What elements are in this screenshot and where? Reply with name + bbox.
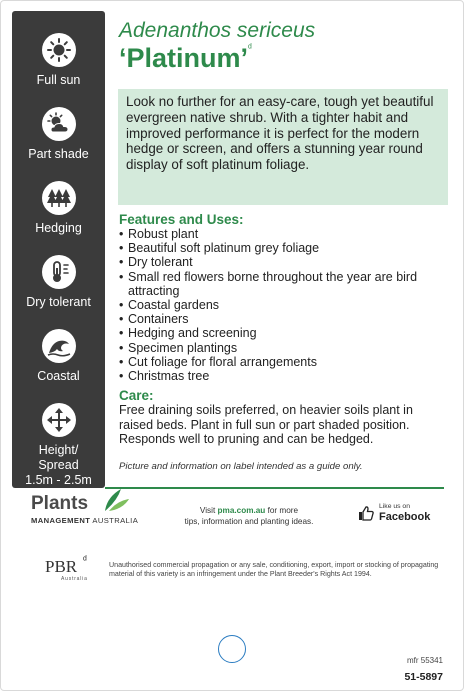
pbr-mark: ᵈ xyxy=(248,43,252,54)
cultivar-text: ‘Platinum’ xyxy=(119,43,249,73)
intro-description: Look no further for an easy-care, tough yet beautiful evergreen native shrub. With a tighter habit and improved performance it is perfect for the modern hedge or screen, and offers a stunning year round display of soft platinum foliage. xyxy=(118,89,448,205)
brand-sub-australia: AUSTRALIA xyxy=(92,516,139,525)
list-item: • Small red flowers borne throughout the year are bird attracting xyxy=(119,270,449,298)
list-item: • Cut foliage for floral arrangements xyxy=(119,355,449,369)
visit-text xyxy=(169,506,329,527)
list-item: • Containers xyxy=(119,312,449,326)
thermometer-icon xyxy=(42,255,76,289)
pbr-subtitle: Australia xyxy=(61,576,88,582)
list-item: • Hedging and screening xyxy=(119,326,449,340)
brand-subtitle xyxy=(31,516,138,525)
height-spread-value: 1.5m - 2.5m xyxy=(25,473,92,487)
facebook-link[interactable] xyxy=(358,503,431,525)
leaf-icon xyxy=(101,487,131,513)
attribute-label: Coastal xyxy=(37,369,80,383)
list-item: • Beautiful soft platinum grey foliage xyxy=(119,241,449,255)
features-list xyxy=(119,227,449,383)
sun-icon xyxy=(42,33,76,67)
attribute-label: Dry tolerant xyxy=(26,295,91,309)
care-text: Free draining soils preferred, on heavier soils plant in raised beds. Plant in full sun or part shaded position. Responds well to pruning and can be hedged. xyxy=(119,403,413,447)
visit-suffix: for more xyxy=(265,506,299,515)
wave-icon xyxy=(42,329,76,363)
attribute-label: Hedging xyxy=(35,221,82,235)
attribute-height-spread xyxy=(12,403,105,488)
divider xyxy=(105,487,444,489)
facebook-name: Facebook xyxy=(379,511,431,523)
visit-prefix: Visit xyxy=(199,506,218,515)
visit-line2: tips, information and planting ideas. xyxy=(184,516,314,526)
disclaimer: Picture and information on label intended as a guide only. xyxy=(119,461,363,472)
pma-logo xyxy=(31,493,151,531)
pbr-logo-mark: ᵈ xyxy=(83,555,87,566)
attribute-coastal xyxy=(12,329,105,384)
list-item: • Coastal gardens xyxy=(119,298,449,312)
list-item: • Specimen plantings xyxy=(119,341,449,355)
product-code: 51-5897 xyxy=(404,671,443,683)
attribute-hedging xyxy=(12,181,105,236)
attribute-full-sun xyxy=(12,33,105,88)
list-item: • Christmas tree xyxy=(119,369,449,383)
care-title: Care: xyxy=(119,388,154,403)
features-title: Features and Uses: xyxy=(119,212,244,227)
attribute-label: Full sun xyxy=(36,73,81,87)
cultivar-name xyxy=(119,43,252,74)
circle-mark xyxy=(218,635,246,663)
brand-name: Plants xyxy=(31,493,89,514)
attribute-part-shade xyxy=(12,107,105,162)
hedging-trees-icon xyxy=(42,181,76,215)
list-item: • Robust plant xyxy=(119,227,449,241)
attribute-label: Part shade xyxy=(28,147,89,161)
list-item: • Dry tolerant xyxy=(119,255,449,269)
attribute-sidebar xyxy=(12,11,105,488)
thumbs-up-icon xyxy=(358,505,374,521)
pbr-text: PBR xyxy=(45,557,78,576)
arrows-icon xyxy=(42,403,76,437)
legal-notice: Unauthorised commercial propagation or any sale, conditioning, export, import or stocking of propagating material of this variety is an infringement under the Plant Breeder's Rights Act 1994. xyxy=(109,561,439,579)
website-link[interactable]: pma.com.au xyxy=(217,506,266,515)
botanical-name: Adenanthos sericeus xyxy=(119,19,316,42)
pbr-logo xyxy=(45,557,101,587)
attribute-dry-tolerant xyxy=(12,255,105,310)
attribute-label: Height/ Spread xyxy=(38,443,79,472)
part-shade-icon xyxy=(42,107,76,141)
brand-sub-management: MANAGEMENT xyxy=(31,516,91,525)
facebook-like-text: Like us on xyxy=(379,503,410,510)
manufacturer-code: mfr 55341 xyxy=(406,656,443,665)
